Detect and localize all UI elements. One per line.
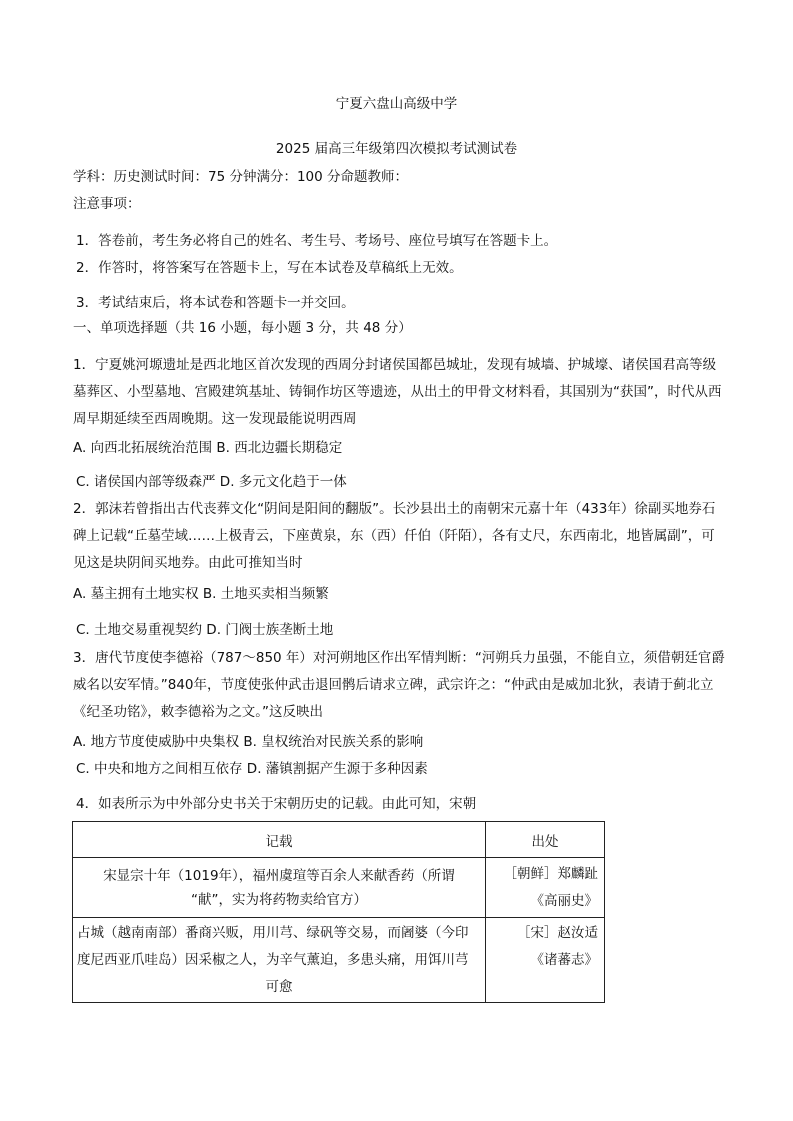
record-cell bbox=[73, 858, 486, 918]
record-text: 可愈 bbox=[265, 978, 293, 995]
record-text: 宋显宗十年（1019年），福州虞瑄等百余人来献香药（所谓 bbox=[103, 867, 455, 884]
table-row bbox=[73, 918, 605, 1003]
question-1-stem: 1．宁夏姚河塬遗址是西北地区首次发现的西周分封诸侯国都邑城址，发现有城墙、护城壕、诸侯国君高等级墓葬区、小型墓地、宫殿建筑基址、铸铜作坊区等遗迹，从出土的甲骨文材料看，其国别为“获国”，时代从西周早期延续至西周晚期。这一发现最能说明西周 bbox=[73, 357, 722, 427]
question-2-stem: 2．郭沫若曾指出古代丧葬文化“阴间是阳间的翻版”。长沙县出土的南朝宋元嘉十年（433年）徐副买地券石碑上记载“丘墓茔域……上极青云，下座黄泉，东（西）仟伯（阡陌），各有丈尺，东西南北，地皆属副”，可见这是块阴间买地券。由此可推知当时 bbox=[73, 501, 716, 571]
question-1-options-a-b: A. 向西北拓展统治范围 B. 西北边疆长期稳定 bbox=[73, 440, 343, 456]
section-heading: 一、单项选择题（共 16 小题，每小题 3 分，共 48 分） bbox=[73, 320, 412, 336]
record-cell bbox=[73, 918, 486, 1003]
record-text: “献”，实为将药物卖给官方） bbox=[191, 891, 367, 908]
question-3-options-c-d: C. 中央和地方之间相互依存 D. 藩镇割据产生源于多种因素 bbox=[76, 761, 428, 777]
table-row bbox=[73, 858, 605, 918]
record-text: 占城（越南南部）番商兴贩，用川芎、绿矾等交易，而阇婆（今印 bbox=[77, 924, 469, 941]
notice-heading: 注意事项： bbox=[73, 196, 141, 212]
question-2-options-c-d: C. 土地交易重视契约 D. 门阀士族垄断土地 bbox=[76, 622, 334, 638]
exam-title: 2025 届高三年级第四次模拟考试测试卷 bbox=[275, 141, 518, 157]
subject-line: 学科：历史测试时间：75 分钟满分：100 分命题教师： bbox=[73, 169, 409, 185]
source-book: 《高丽史》 bbox=[530, 892, 598, 909]
source-cell bbox=[486, 918, 605, 1003]
notice-item: 1．答卷前，考生务必将自己的姓名、考生号、考场号、座位号填写在答题卡上。 bbox=[76, 233, 558, 249]
question-4-stem: 4．如表所示为中外部分史书关于宋朝历史的记载。由此可知，宋朝 bbox=[76, 796, 477, 812]
question-2-options-a-b: A. 墓主拥有土地实权 B. 土地买卖相当频繁 bbox=[73, 586, 329, 602]
notice-item: 3．考试结束后，将本试卷和答题卡一并交回。 bbox=[76, 295, 355, 311]
school-name: 宁夏六盘山高级中学 bbox=[335, 96, 458, 112]
table-header-row bbox=[73, 822, 605, 858]
table-header-record: 记载 bbox=[73, 822, 486, 858]
question-3-stem: 3．唐代节度使李德裕（787～850 年）对河朔地区作出军情判断：“河朔兵力虽强，不能自立，须借朝廷官爵威名以安军情。”840年，节度使张仲武击退回鹘后请求立碑，武宗许之：“仲武由是威加北狄，表请于蓟北立《纪圣功铭》，敕李德裕为之文。”这反映出 bbox=[73, 650, 725, 720]
source-cell bbox=[486, 858, 605, 918]
source-author: ［宋］赵汝适 bbox=[517, 925, 598, 941]
question-3-options-a-b: A. 地方节度使威胁中央集权 B. 皇权统治对民族关系的影响 bbox=[73, 734, 424, 750]
question-1-options-c-d: C. 诸侯国内部等级森严 D. 多元文化趋于一体 bbox=[76, 474, 347, 490]
record-text: 度尼西亚爪哇岛）因采椒之人，为辛气薰迫，多患头痛，用饵川芎 bbox=[77, 951, 469, 968]
notice-item: 2．作答时，将答案写在答题卡上，写在本试卷及草稿纸上无效。 bbox=[76, 260, 463, 276]
source-book: 《诸蕃志》 bbox=[530, 952, 598, 968]
source-author: ［朝鲜］郑麟趾 bbox=[503, 865, 598, 882]
records-table bbox=[72, 821, 605, 1003]
table-header-source: 出处 bbox=[486, 822, 605, 858]
